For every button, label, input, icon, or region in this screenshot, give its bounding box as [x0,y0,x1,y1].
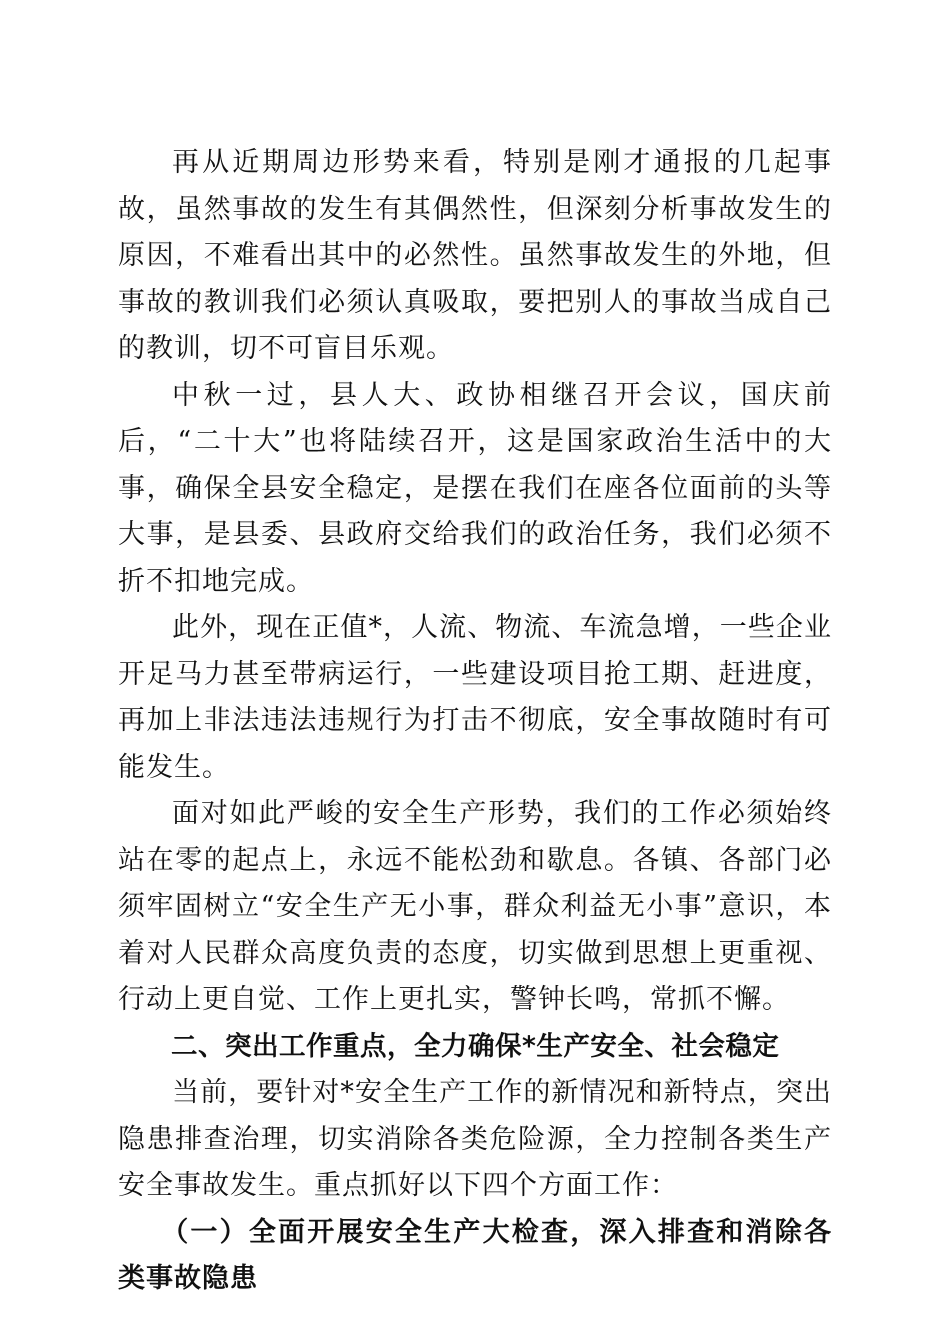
document-body [118,140,832,1303]
subsection-heading: （一）全面开展安全生产大检查，深入排查和消除各类事故隐患 [118,1216,832,1294]
body-paragraph: 再从近期周边形势来看，特别是刚才通报的几起事故，虽然事故的发生有其偶然性，但深刻分析事故发生的原因，不难看出其中的必然性。虽然事故发生的外地，但事故的教训我们必须认真吸取，要把别人的事故当成自己的教训，切不可盲目乐观。 [118,147,832,364]
body-paragraph: 此外，现在正值*，人流、物流、车流急增，一些企业开足马力甚至带病运行，一些建设项目抢工期、赶进度，再加上非法违法违规行为打击不彻底，安全事故随时有可能发生。 [118,612,832,783]
body-paragraph: 中秋一过，县人大、政协相继召开会议，国庆前后，“二十大”也将陆续召开，这是国家政治生活中的大事，确保全县安全稳定，是摆在我们在座各位面前的头等大事，是县委、县政府交给我们的政治任务，我们必须不折不扣地完成。 [118,379,832,597]
section-paragraph: 当前，要针对*安全生产工作的新情况和新特点，突出隐患排查治理，切实消除各类危险源，全力控制各类生产安全事故发生。重点抓好以下四个方面工作： [118,1077,832,1201]
body-paragraph: 面对如此严峻的安全生产形势，我们的工作必须始终站在零的起点上，永远不能松劲和歇息。各镇、各部门必须牢固树立“安全生产无小事，群众利益无小事”意识，本着对人民群众高度负责的态度，切实做到思想上更重视、行动上更自觉、工作上更扎实，警钟长鸣，常抓不懈。 [118,798,832,1015]
section-heading: 二、突出工作重点，全力确保*生产安全、社会稳定 [171,1030,780,1062]
